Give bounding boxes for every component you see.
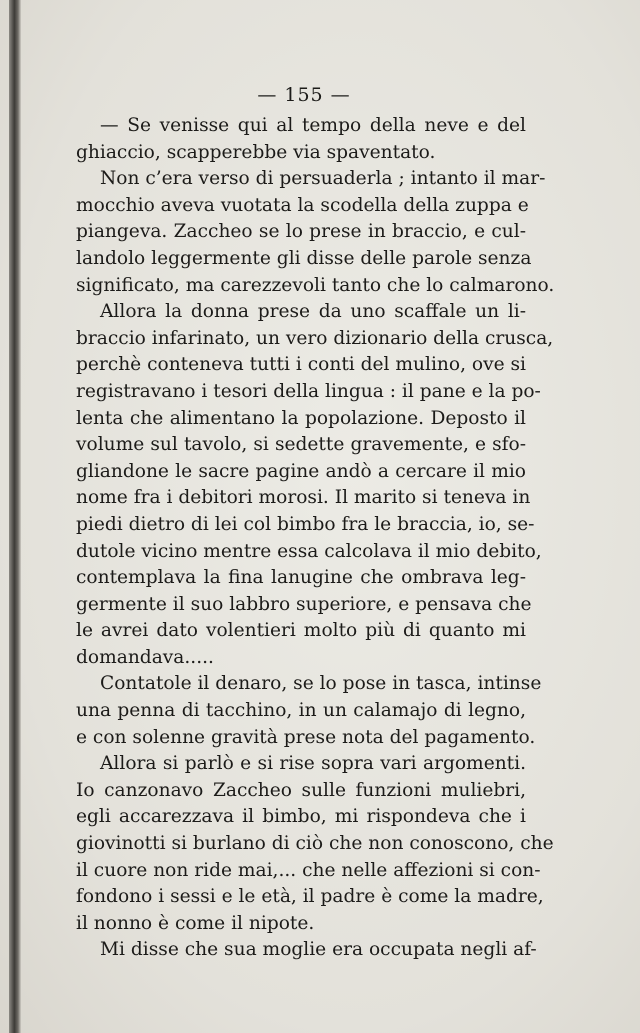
text-line: germente il suo labbro superiore, e pensava che xyxy=(76,593,532,615)
text-line: mocchio aveva vuotata la scodella della zuppa e xyxy=(76,194,529,216)
text-line: il cuore non ride mai,... che nelle affezioni si con- xyxy=(76,859,541,881)
page-number: — 155 — xyxy=(257,84,351,106)
text-line: contemplava la fina lanugine che ombrava leg- xyxy=(76,567,526,589)
text-line: nome fra i debitori morosi. Il marito si teneva in xyxy=(76,487,531,509)
text-line: Io canzonavo Zaccheo sulle funzioni muliebri, xyxy=(76,779,526,801)
text-line: landolo leggermente gli disse delle parole senza xyxy=(76,247,532,269)
text-line: e con solenne gravità prese nota del pagamento. xyxy=(76,726,536,748)
text-line: domandava..... xyxy=(76,646,214,668)
text-line: le avrei dato volentieri molto più di quanto mi xyxy=(76,620,526,642)
text-line: Allora si parlò e si rise sopra vari argomenti. xyxy=(100,753,526,775)
body-text xyxy=(76,113,555,964)
text-line: Allora la donna prese da uno scaffale un li- xyxy=(100,301,526,323)
text-line: piedi dietro di lei col bimbo fra le braccia, io, se- xyxy=(76,513,535,535)
text-line: egli accarezzava il bimbo, mi rispondeva che i xyxy=(76,806,526,828)
book-binding-edge xyxy=(9,0,21,1033)
text-line: significato, ma carezzevoli tanto che lo calmarono. xyxy=(76,274,555,296)
text-line: gliandone le sacre pagine andò a cercare il mio xyxy=(76,460,526,482)
text-line: registravano i tesori della lingua : il pane e la po- xyxy=(76,380,541,402)
text-line: Mi disse che sua moglie era occupata negli af- xyxy=(100,939,537,961)
text-line: volume sul tavolo, si sedette gravemente, e sfo- xyxy=(76,434,526,456)
text-line: braccio infarinato, un vero dizionario della crusca, xyxy=(76,327,554,349)
text-line: perchè conteneva tutti i conti del mulino, ove si xyxy=(76,354,527,376)
text-line: Contatole il denaro, se lo pose in tasca, intinse xyxy=(100,673,542,695)
text-line: giovinotti si burlano di ciò che non conoscono, che xyxy=(76,833,554,855)
text-line: piangeva. Zaccheo se lo prese in braccio, e cul- xyxy=(76,221,526,243)
text-line: dutole vicino mentre essa calcolava il mio debito, xyxy=(76,540,542,562)
text-line: ghiaccio, scapperebbe via spaventato. xyxy=(76,141,436,163)
text-line: fondono i sessi e le età, il padre è come la madre, xyxy=(76,886,544,908)
text-line: il nonno è come il nipote. xyxy=(76,912,315,934)
text-line: lenta che alimentano la popolazione. Deposto il xyxy=(76,407,526,429)
text-line: Non c’era verso di persuaderla ; intanto il mar- xyxy=(100,168,546,190)
text-line: una penna di tacchino, in un calamajo di legno, xyxy=(76,700,526,722)
text-line: — Se venisse qui al tempo della neve e del xyxy=(100,115,526,136)
